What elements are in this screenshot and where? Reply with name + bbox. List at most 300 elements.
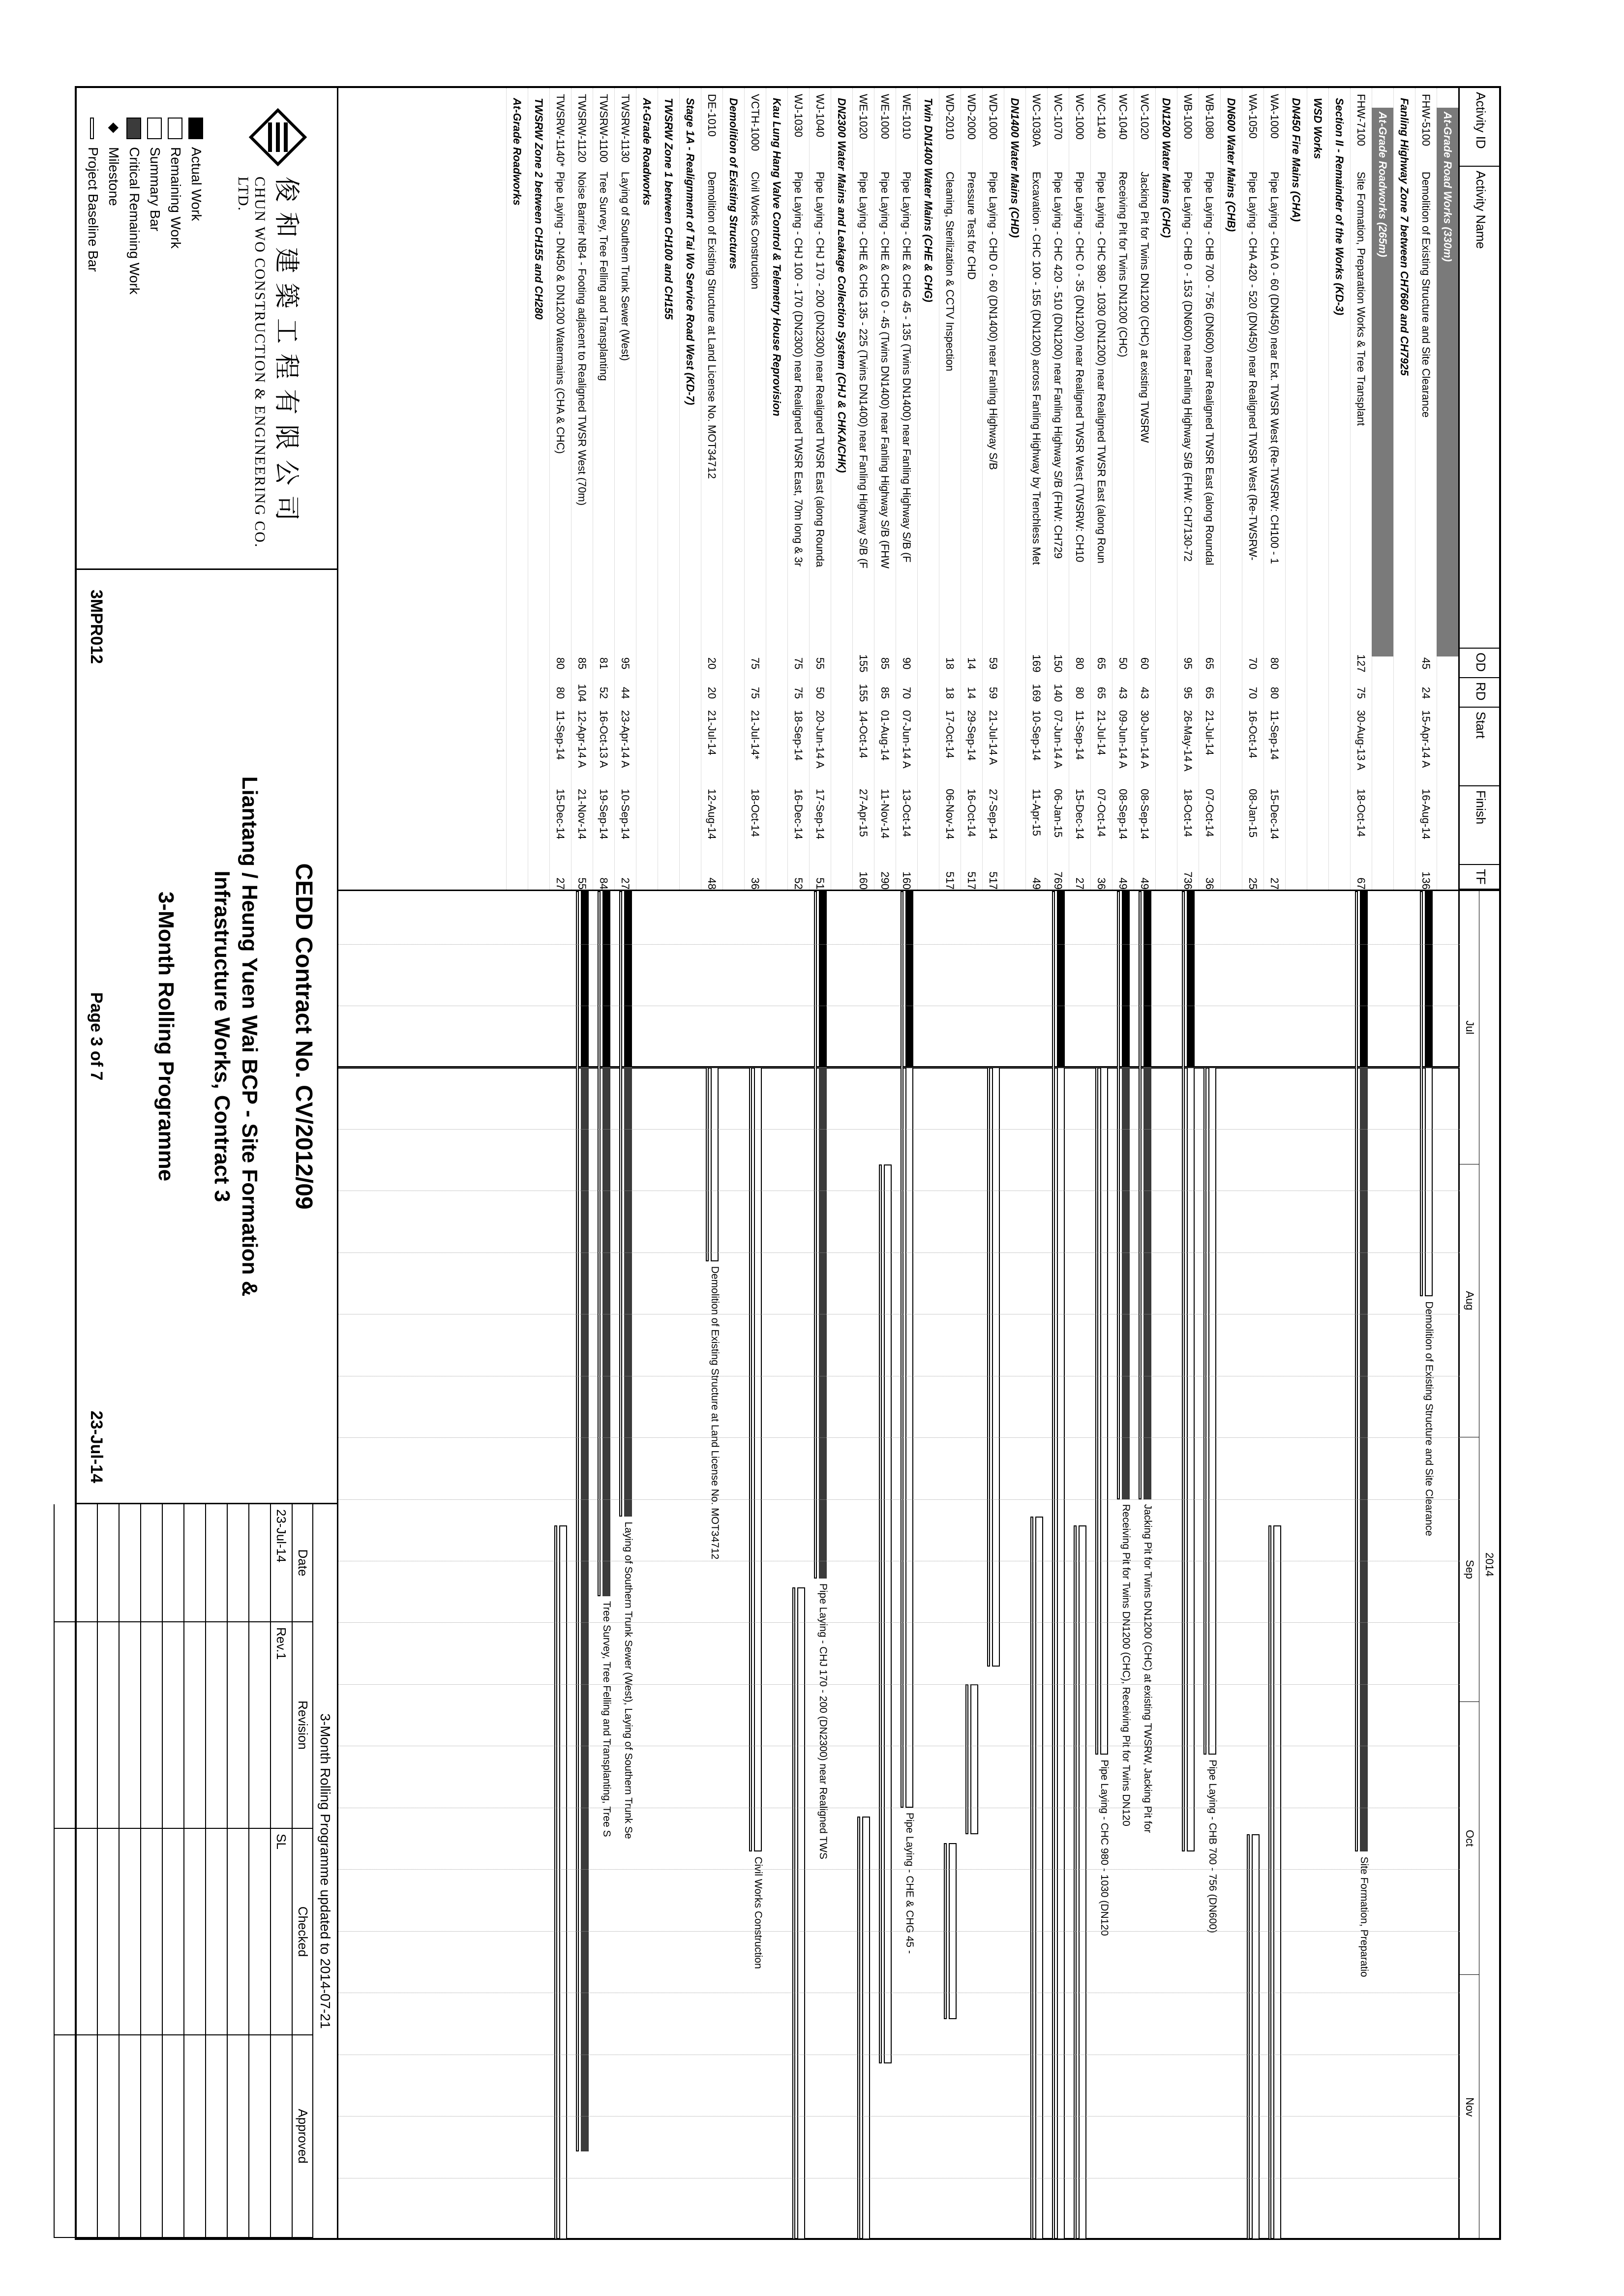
finish-date: 19-Sep-14 xyxy=(598,789,610,839)
finish-date: 06-Nov-14 xyxy=(944,789,956,839)
revision-empty-cell xyxy=(162,1504,183,1622)
legend-label: Milestone xyxy=(106,147,121,206)
original-duration: 70 xyxy=(1247,657,1259,670)
group-header-label: DN1200 Water Mains (CHC) xyxy=(1160,98,1173,238)
remaining-work-bar xyxy=(797,1587,805,2239)
revision-header-cell: Checked xyxy=(292,1829,313,2035)
activity-name: Pipe Laying - CHA 0 - 60 (DN450) near Ext. TWSR West (Re-TWSRW: CH100 - 1 xyxy=(1268,172,1281,564)
activity-row xyxy=(1350,88,1372,890)
start-date: 12-Apr-14 A xyxy=(576,710,588,768)
legend-swatch xyxy=(168,118,182,139)
finish-date: 17-Sep-14 xyxy=(814,789,826,839)
activity-row xyxy=(939,88,961,890)
revision-empty-cell xyxy=(162,1829,183,2035)
activity-name: Pipe Laying - CHA 420 - 520 (DN450) near Realigned TWSR West (Re-TWSRW- xyxy=(1247,172,1259,561)
remaining-work-bar xyxy=(1100,1067,1108,1755)
bar-label: Pipe Laying - CHJ 170 - 200 (DN2300) near Realigned TWS xyxy=(817,1583,829,1859)
revision-empty-cell xyxy=(75,1829,97,2035)
remaining-work-bar xyxy=(884,1164,892,2063)
original-duration: 75 xyxy=(749,657,761,670)
original-duration: 80 xyxy=(1268,657,1281,670)
total-float: 49 xyxy=(1139,877,1151,890)
company-name-chinese: 俊和建築工程有限公司 xyxy=(271,177,301,531)
total-float: 52 xyxy=(792,877,805,890)
bar-label: Jacking Pit for Twins DN1200 (CHC) at existing TWSRW, Jacking Pit for xyxy=(1142,1504,1153,1833)
finish-date: 21-Nov-14 xyxy=(576,789,588,839)
total-float: 517 xyxy=(944,871,956,890)
activity-name: Pipe Laying - CHC 0 - 35 (DN1200) near Realigned TWSR West (TWSRW: CH10 xyxy=(1074,172,1086,563)
baseline-bar xyxy=(706,1067,709,1261)
baseline-bar xyxy=(598,891,601,1596)
revision-empty-cell xyxy=(119,1622,140,1829)
activity-row xyxy=(614,88,636,890)
actual-work-bar xyxy=(1425,891,1433,1067)
start-date: 07-Jun-14 A xyxy=(901,710,913,769)
revision-empty-cell xyxy=(54,1829,75,2035)
start-date: 11-Sep-14 xyxy=(1268,710,1281,760)
company-logo-icon xyxy=(248,108,307,167)
remaining-duration: 18 xyxy=(944,686,956,699)
week-gridline xyxy=(338,2116,1460,2117)
remaining-duration: 104 xyxy=(576,684,588,702)
activity-id: TWSRW-1100 xyxy=(598,94,610,163)
activity-id: WA-1050 xyxy=(1247,94,1259,139)
original-duration: 65 xyxy=(1095,657,1108,670)
remaining-duration: 155 xyxy=(857,684,870,702)
remaining-work-bar xyxy=(992,1067,1000,1667)
remaining-work-bar xyxy=(754,1067,762,1851)
week-gridline xyxy=(338,1067,1460,1068)
start-date: 21-Jul-14 xyxy=(706,710,718,755)
actual-work-bar xyxy=(819,891,827,1067)
activity-id: WJ-1030 xyxy=(792,94,805,138)
group-header-row xyxy=(1004,88,1025,890)
legend-item xyxy=(188,118,204,221)
revision-header-cell: Revision xyxy=(292,1622,313,1829)
revision-empty-cell xyxy=(119,1504,140,1622)
original-duration: 50 xyxy=(1117,657,1129,670)
total-float: 67 xyxy=(1355,877,1367,890)
baseline-bar xyxy=(554,1525,557,2239)
week-gridline xyxy=(338,1869,1460,1870)
week-gridline xyxy=(338,944,1460,945)
baseline-bar xyxy=(576,891,579,2151)
original-duration: 59 xyxy=(987,657,999,670)
bar-label: Demolition of Existing Structure and Site Clearance xyxy=(1423,1301,1435,1536)
start-date: 29-Sep-14 xyxy=(965,710,978,761)
finish-date: 15-Dec-14 xyxy=(1268,789,1281,839)
total-float: 36 xyxy=(1203,877,1216,890)
activity-name: Noise Barrier NB4 - Footing adjacent to Realigned TWSR West (70m) xyxy=(576,172,588,506)
group-header-row xyxy=(1372,88,1393,890)
remaining-duration: 24 xyxy=(1420,686,1432,699)
group-header-row xyxy=(722,88,744,890)
remaining-duration: 50 xyxy=(814,686,826,699)
activity-id: WD-1000 xyxy=(987,94,999,140)
finish-date: 16-Aug-14 xyxy=(1420,789,1432,839)
baseline-bar xyxy=(1182,891,1185,1851)
week-gridline xyxy=(338,1499,1460,1500)
revision-empty-cell xyxy=(97,1829,119,2035)
activity-row xyxy=(1263,88,1285,890)
total-float: 769 xyxy=(1052,871,1064,890)
activity-id: WE-1020 xyxy=(857,94,870,139)
revision-empty-cell xyxy=(248,1622,270,1829)
legend xyxy=(76,88,204,570)
legend-item xyxy=(168,118,183,248)
group-header-label: DN450 Fire Mains (CHA) xyxy=(1290,98,1302,222)
baseline-bar xyxy=(1420,891,1423,1296)
activity-name: Demolition of Existing Structure at Land License No. MOT34712 xyxy=(706,172,718,479)
group-header-row xyxy=(636,88,658,890)
bar-label: Laying of Southern Trunk Sewer (West), Laying of Southern Trunk Se xyxy=(623,1521,634,1839)
group-header-row xyxy=(766,88,787,890)
group-header-label: TWSRW Zone 2 between CH155 and CH280 xyxy=(533,98,545,320)
revision-empty-cell xyxy=(183,1829,205,2035)
bar-label: Demolition of Existing Structure at Land License No. MOT34712 xyxy=(709,1266,721,1560)
original-duration: 85 xyxy=(576,657,588,670)
revision-empty-cell xyxy=(75,1504,97,1622)
finish-date: 07-Oct-14 xyxy=(1095,789,1108,837)
activity-name: Cleaning, Sterilization & CCTV Inspection xyxy=(944,172,956,371)
remaining-work-bar xyxy=(1252,1834,1260,2239)
remaining-work-bar xyxy=(1035,1517,1043,2239)
group-header-row xyxy=(831,88,852,890)
baseline-bar xyxy=(1052,891,1055,2239)
legend-swatch xyxy=(90,118,94,139)
activity-name: Pipe Laying - CHC 420 - 510 (DN1200) near Fanling Highway S/B (FHW: CH729 xyxy=(1052,172,1064,559)
legend-item xyxy=(147,118,163,231)
original-duration: 81 xyxy=(598,657,610,670)
col-activity-id: Activity ID xyxy=(1460,88,1499,167)
week-gridline xyxy=(338,1684,1460,1685)
activity-name: Pressure Test for CHD xyxy=(965,172,978,280)
remaining-work-bar xyxy=(1208,1067,1216,1755)
legend-swatch xyxy=(188,118,203,139)
total-float: 48 xyxy=(706,877,718,890)
start-date: 21-Jul-14 xyxy=(1095,710,1108,755)
start-date: 23-Apr-14 A xyxy=(619,710,632,768)
remaining-work-bar xyxy=(1079,1525,1086,2239)
revision-cell: Rev.1 xyxy=(270,1622,292,1829)
activity-row xyxy=(982,88,1004,890)
activity-row xyxy=(1242,88,1263,890)
activity-row xyxy=(896,88,917,890)
activity-id: WC-1020 xyxy=(1139,94,1151,140)
activity-row xyxy=(961,88,982,890)
original-duration: 18 xyxy=(944,657,956,670)
group-header-label: At-Grade Roadworks xyxy=(641,98,653,206)
project-title-line2: Infrastructure Works, Contract 3 xyxy=(210,870,234,1202)
week-gridline xyxy=(338,1437,1460,1438)
remaining-duration: 75 xyxy=(1355,686,1367,699)
group-header-label: WSD Works xyxy=(1312,98,1324,159)
total-float: 27 xyxy=(1268,877,1281,890)
finish-date: 07-Oct-14 xyxy=(1203,789,1216,837)
bar-label: Pipe Laying - CHE & CHG 45 - xyxy=(904,1812,915,1954)
group-header-label: TWSRW Zone 1 between CH100 and CH155 xyxy=(662,98,675,320)
activity-id: TWSRW-1140* xyxy=(554,94,567,167)
original-duration: 80 xyxy=(554,657,567,670)
group-header-label: DN1400 Water Mains (CHD) xyxy=(1009,98,1021,238)
start-date: 11-Sep-14 xyxy=(554,710,567,760)
bar-label: Receiving Pit for Twins DN1200 (CHC), Receiving Pit for Twins DN120 xyxy=(1120,1504,1132,1826)
revision-empty-cell xyxy=(75,2035,97,2238)
revision-header-cell: Date xyxy=(292,1504,313,1622)
legend-label: Remaining Work xyxy=(168,147,183,249)
programme-frame xyxy=(75,86,1501,2240)
activity-id: WB-1000 xyxy=(1182,94,1194,139)
month-oct: Oct xyxy=(1460,1702,1479,1975)
finish-date: 18-Oct-14 xyxy=(1355,789,1367,837)
col-rd: RD xyxy=(1460,678,1499,708)
activity-name: Jacking Pit for Twins DN1200 (CHC) at existing TWSRW xyxy=(1139,172,1151,443)
finish-date: 27-Sep-14 xyxy=(987,789,999,839)
bar-label: Pipe Laying - CHB 700 - 756 (DN600) xyxy=(1207,1759,1218,1933)
revision-empty-cell xyxy=(248,2035,270,2238)
original-duration: 95 xyxy=(619,657,632,670)
total-float: 25 xyxy=(1247,877,1259,890)
revision-empty-cell xyxy=(248,1829,270,2035)
total-float: 49 xyxy=(1030,877,1043,890)
revision-empty-cell xyxy=(162,2035,183,2238)
activity-name: Pipe Laying - CHB 0 - 153 (DN600) near Fanling Highway S/B (FHW: CH7130-72 xyxy=(1182,172,1194,562)
activity-id: WC-1030A xyxy=(1030,94,1043,147)
month-aug: Aug xyxy=(1460,1164,1479,1438)
revision-block xyxy=(77,1504,337,2238)
original-duration: 150 xyxy=(1052,654,1064,673)
remaining-duration: 43 xyxy=(1139,686,1151,699)
total-float: 36 xyxy=(1095,877,1108,890)
activity-row xyxy=(1199,88,1220,890)
remaining-duration: 80 xyxy=(554,686,567,699)
original-duration: 20 xyxy=(706,657,718,670)
activity-name: Site Formation, Preparation Works & Tree Transplant xyxy=(1355,172,1367,426)
finish-date: 16-Oct-14 xyxy=(965,789,978,837)
original-duration: 85 xyxy=(879,657,891,670)
finish-date: 08-Sep-14 xyxy=(1117,789,1129,839)
group-header-row xyxy=(528,88,549,890)
group-header-row xyxy=(1285,88,1307,890)
month-sep: Sep xyxy=(1460,1437,1479,1702)
baseline-bar xyxy=(1117,891,1120,1499)
month-nov: Nov xyxy=(1460,1975,1479,2239)
baseline-bar xyxy=(1030,1517,1033,2239)
gantt-chart xyxy=(338,890,1499,2238)
remaining-work-bar xyxy=(1143,1067,1151,1499)
original-duration: 75 xyxy=(792,657,805,670)
revision-empty-cell xyxy=(205,2035,227,2238)
activity-id: WC-1000 xyxy=(1074,94,1086,140)
total-float: 160 xyxy=(901,871,913,890)
finish-date: 27-Apr-15 xyxy=(857,789,870,837)
activity-name: Pipe Laying - CHE & CHG 0 - 45 (Twins DN1400) near Fanling Highway S/B (FHW xyxy=(879,172,891,568)
revision-cell: 23-Jul-14 xyxy=(270,1504,292,1622)
contract-number: CEDD Contract No. CV/2012/09 xyxy=(291,863,317,1210)
total-float: 517 xyxy=(965,871,978,890)
start-date: 17-Oct-14 xyxy=(944,710,956,758)
remaining-work-bar xyxy=(1273,1525,1281,2239)
activity-name: Laying of Southern Trunk Sewer (West) xyxy=(619,172,632,361)
start-date: 10-Sep-14 xyxy=(1030,710,1043,761)
remaining-duration: 85 xyxy=(879,686,891,699)
col-start: Start xyxy=(1460,708,1499,786)
activity-id: WD-2000 xyxy=(965,94,978,140)
total-float: 27 xyxy=(554,877,567,890)
remaining-duration: 95 xyxy=(1182,686,1194,699)
baseline-bar xyxy=(814,891,817,1579)
remaining-work-bar xyxy=(819,1067,827,1578)
activity-name: Pipe Laying - CHB 700 - 756 (DN600) near Realigned TWSR East (along Roundal xyxy=(1203,172,1216,566)
activity-row xyxy=(1090,88,1112,890)
revision-empty-cell xyxy=(227,1622,248,1829)
legend-item xyxy=(106,118,121,206)
legend-swatch xyxy=(126,118,141,139)
original-duration: 90 xyxy=(901,657,913,670)
activity-id: WC-1040 xyxy=(1117,94,1129,140)
activity-name: Civil Works Construction xyxy=(749,172,761,290)
baseline-bar xyxy=(965,1684,968,1834)
group-header-label: At-Grade Roadworks xyxy=(511,98,523,206)
revision-empty-cell xyxy=(140,1622,162,1829)
group-header-label: Stage 1A - Realignment of Tai Wo Service Road West (KD-7) xyxy=(684,98,696,405)
legend-label: Project Baseline Bar xyxy=(86,147,101,272)
finish-date: 08-Jan-15 xyxy=(1247,789,1259,838)
activity-id: WE-1010 xyxy=(901,94,913,139)
milestone-icon: ◆ xyxy=(107,122,122,133)
activity-name: Tree Survey, Tree Felling and Transplanting xyxy=(598,172,610,381)
activity-row xyxy=(593,88,614,890)
timeline-year: 2014 xyxy=(1479,891,1499,2238)
finish-date: 06-Jan-15 xyxy=(1052,789,1064,838)
baseline-bar xyxy=(1247,1834,1250,2239)
start-date: 16-Oct-13 A xyxy=(598,710,610,768)
revision-empty-cell xyxy=(97,1504,119,1622)
activity-row xyxy=(809,88,831,890)
activity-id: WJ-1040 xyxy=(814,94,826,138)
revision-empty-cell xyxy=(183,1504,205,1622)
activity-row xyxy=(1047,88,1069,890)
revision-empty-cell xyxy=(227,2035,248,2238)
revision-empty-cell xyxy=(183,1622,205,1829)
group-header-row xyxy=(658,88,679,890)
revision-header-cell: Approved xyxy=(292,2035,313,2238)
month-jul: Jul xyxy=(1460,891,1479,1164)
group-header-label: Demolition of Existing Structures xyxy=(727,98,740,269)
remaining-work-bar xyxy=(1122,1067,1130,1499)
project-title-line1: Liantang / Heung Yuen Wai BCP - Site Formation & xyxy=(238,776,262,1297)
start-date: 20-Jun-14 A xyxy=(814,710,826,769)
revision-empty-cell xyxy=(183,2035,205,2238)
total-float: 84 xyxy=(598,877,610,890)
start-date: 30-Aug-13 A xyxy=(1355,710,1367,771)
activity-row xyxy=(1025,88,1047,890)
remaining-work-bar xyxy=(1425,1067,1433,1296)
remaining-duration: 70 xyxy=(1247,686,1259,699)
baseline-bar xyxy=(1139,891,1142,1499)
total-float: 49 xyxy=(1117,877,1129,890)
finish-date: 15-Dec-14 xyxy=(1074,789,1086,839)
baseline-bar xyxy=(792,1587,795,2239)
finish-date: 15-Dec-14 xyxy=(554,789,567,839)
baseline-bar xyxy=(1074,1525,1077,2239)
revision-empty-cell xyxy=(97,2035,119,2238)
finish-date: 12-Aug-14 xyxy=(706,789,718,839)
activity-row xyxy=(1069,88,1090,890)
revision-empty-cell xyxy=(54,1622,75,1829)
remaining-duration: 80 xyxy=(1268,686,1281,699)
remaining-work-bar xyxy=(602,1067,610,1596)
revision-cell xyxy=(270,2035,292,2238)
col-od: OD xyxy=(1460,649,1499,678)
activity-name: Pipe Laying - CHJ 100 - 170 (DN2300) near Realigned TWSR East, 70m long & 3r xyxy=(792,172,805,567)
project-block xyxy=(77,570,337,1504)
activity-name: Demolition of Existing Structure and Site Clearance xyxy=(1420,172,1432,418)
start-date: 21-Jul-14 xyxy=(1203,710,1216,755)
baseline-bar xyxy=(857,1817,860,2239)
activity-id: WB-1080 xyxy=(1203,94,1216,139)
activity-id: WD-2010 xyxy=(944,94,956,140)
remaining-duration: 52 xyxy=(598,686,610,699)
finish-date: 08-Sep-14 xyxy=(1139,789,1151,839)
document-code: 3MPR012 xyxy=(87,590,106,664)
total-float: 36 xyxy=(749,877,761,890)
actual-work-bar xyxy=(624,891,632,1067)
remaining-work-bar xyxy=(862,1817,870,2239)
remaining-duration: 140 xyxy=(1052,684,1064,702)
group-header-label: Kau Lung Hang Valve Control & Telemetry House Reprovision xyxy=(771,98,783,417)
total-float: 517 xyxy=(987,871,999,890)
original-duration: 55 xyxy=(814,657,826,670)
remaining-duration: 80 xyxy=(1074,686,1086,699)
start-date: 15-Apr-14 A xyxy=(1420,710,1432,768)
remaining-duration: 75 xyxy=(792,686,805,699)
revision-empty-cell xyxy=(97,1622,119,1829)
legend-label: Critical Remaining Work xyxy=(127,147,142,295)
baseline-bar xyxy=(749,1067,752,1851)
activity-id: WE-1000 xyxy=(879,94,891,139)
original-duration: 169 xyxy=(1030,654,1043,673)
week-gridline xyxy=(338,1129,1460,1130)
activity-name: Excavation - CHC 100 - 155 (DN1200) across Fanling Highway by Trenchless Met xyxy=(1030,172,1043,565)
finish-date: 18-Oct-14 xyxy=(749,789,761,837)
bar-label: Tree Survey, Tree Felling and Transplanting, Tree S xyxy=(601,1601,612,1837)
baseline-bar xyxy=(1203,1067,1206,1755)
activity-id: TWSRW-1120 xyxy=(576,94,588,163)
revision-empty-cell xyxy=(205,1622,227,1829)
baseline-bar xyxy=(901,891,903,1808)
remaining-duration: 43 xyxy=(1117,686,1129,699)
activity-row xyxy=(1112,88,1134,890)
remaining-duration: 59 xyxy=(987,686,999,699)
finish-date: 16-Dec-14 xyxy=(792,789,805,839)
remaining-duration: 20 xyxy=(706,686,718,699)
original-duration: 127 xyxy=(1355,654,1367,673)
activity-row xyxy=(1134,88,1155,890)
actual-work-bar xyxy=(905,891,913,1067)
total-float: 290 xyxy=(879,871,891,890)
total-float: 27 xyxy=(1074,877,1086,890)
actual-work-bar xyxy=(1360,891,1368,1067)
baseline-bar xyxy=(1268,1525,1271,2239)
actual-work-bar xyxy=(1122,891,1130,1067)
bar-label: Site Formation, Preparatio xyxy=(1358,1856,1370,1977)
original-duration: 95 xyxy=(1182,657,1194,670)
group-header-row xyxy=(1220,88,1242,890)
activity-id: WA-1000 xyxy=(1268,94,1281,139)
bar-label: Pipe Laying - CHC 980 - 1030 (DN120 xyxy=(1099,1759,1110,1936)
finish-date: 13-Oct-14 xyxy=(901,789,913,837)
